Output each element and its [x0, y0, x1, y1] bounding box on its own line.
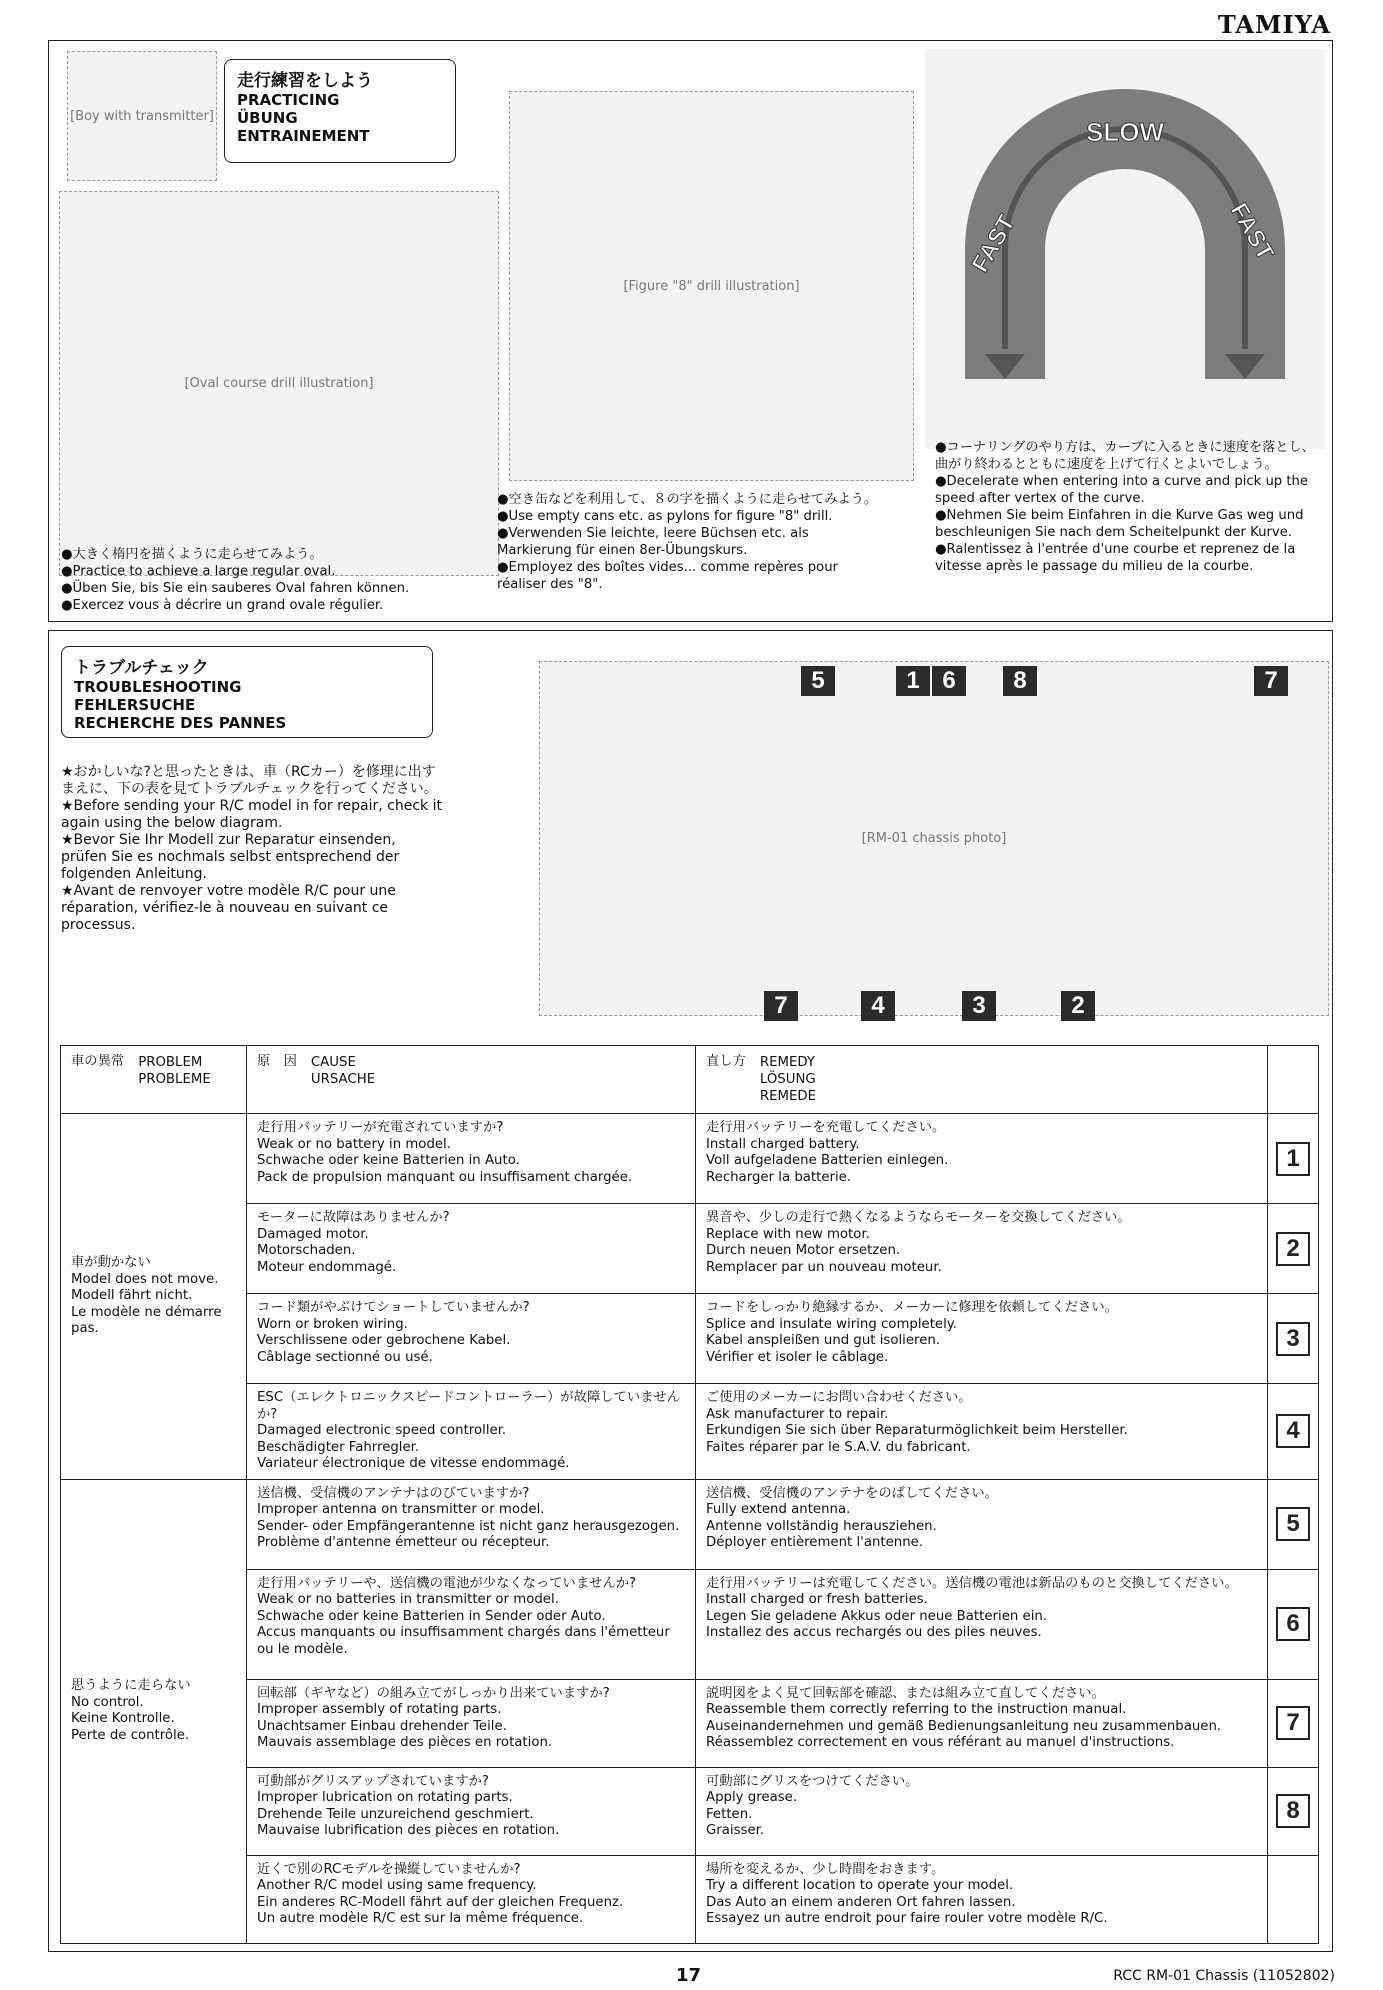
practice-title-fr: ENTRAINEMENT: [237, 127, 370, 145]
table-row: [61, 1294, 1319, 1384]
number-cell: [1268, 1767, 1319, 1855]
brand-logo: TAMIYA: [1217, 10, 1331, 39]
header-problem: 車の異常 PROBLEM PROBLEME: [61, 1046, 247, 1114]
footer-model-code: RCC RM-01 Chassis (11052802): [1113, 1968, 1335, 1984]
cause-cell: ESC（エレクトロニックスピードコントローラー）が故障していませんか? Damaged electronic speed controller. Beschädigter Fahrregler. Variateur électronique de vitesse endommagé.: [247, 1384, 696, 1480]
fast-label-right: FAST: [1224, 198, 1279, 266]
table-row: [61, 1569, 1319, 1679]
remedy-cell: 走行用バッテリーを充電してください。 Install charged battery. Voll aufgeladene Batterien einlegen. Recharger la batterie.: [696, 1114, 1268, 1204]
cause-cell: 走行用バッテリーや、送信機の電池が少なくなっていませんか? Weak or no batteries in transmitter or model. Schwache oder keine Batterien in Sender oder Auto. Accus manquants ou insuffisamment chargés dans l'émetteur ou le modèle.: [247, 1569, 696, 1679]
remedy-cell: 送信機、受信機のアンテナをのばしてください。 Fully extend antenna. Antenne vollständig herausziehen. Déployer entièrement l'antenne.: [696, 1479, 1268, 1569]
header-number: [1268, 1046, 1319, 1114]
number-badge: 6: [1276, 1607, 1310, 1641]
troubleshooting-title-fr: RECHERCHE DES PANNES: [74, 714, 287, 732]
slow-label: [1086, 117, 1164, 147]
number-badge: 7: [1276, 1706, 1310, 1740]
table-row: [61, 1679, 1319, 1767]
practice-title-box: [224, 59, 456, 163]
remedy-cell: 可動部にグリスをつけてください。 Apply grease. Fetten. Graisser.: [696, 1767, 1268, 1855]
cause-cell: 走行用バッテリーが充電されていますか? Weak or no battery in model. Schwache oder keine Batterien in Auto. Pack de propulsion manquant ou insuffisament chargée.: [247, 1114, 696, 1204]
figure8-caption: ●空き缶などを利用して、８の字を描くように走らせてみよう。 ●Use empty cans etc. as pylons for figure "8" drill. ●Verwenden Sie leichte, leere Büchsen etc. als Markierung für einen 8er-Übungskurs. ●Employez des boîtes vides... comme repères pour réaliser des "8".: [497, 492, 878, 592]
header-cause: 原 因 CAUSE URSACHE: [247, 1046, 696, 1114]
troubleshooting-title-de: FEHLERSUCHE: [74, 696, 196, 714]
troubleshooting-title-jp: トラブルチェック: [74, 658, 209, 678]
number-cell: [1268, 1384, 1319, 1480]
cause-cell: コード類がやぶけてショートしていませんか? Worn or broken wiring. Verschlissene oder gebrochene Kabel. Câblage sectionné ou usé.: [247, 1294, 696, 1384]
table-row: [61, 1114, 1319, 1204]
number-cell-empty: [1268, 1855, 1319, 1943]
troubleshooting-title-en: TROUBLESHOOTING: [74, 678, 242, 696]
number-badge: 5: [1276, 1507, 1310, 1541]
cornering-diagram: [925, 49, 1325, 449]
practice-title-de: ÜBUNG: [237, 109, 298, 127]
callout-3: 3: [962, 991, 996, 1021]
svg-text:SLOW: SLOW: [1086, 117, 1164, 147]
practice-title-en: PRACTICING: [237, 91, 340, 109]
number-badge: 2: [1276, 1232, 1310, 1266]
table-row: [61, 1479, 1319, 1569]
number-cell: [1268, 1204, 1319, 1294]
remedy-cell: ご使用のメーカーにお問い合わせください。 Ask manufacturer to repair. Erkundigen Sie sich über Reparaturmöglichkeit beim Hersteller. Faites réparer par le S.A.V. du fabricant.: [696, 1384, 1268, 1480]
table-header-row: [61, 1046, 1319, 1114]
remedy-cell: 異音や、少しの走行で熱くなるようならモーターを交換してください。 Replace with new motor. Durch neuen Motor ersetzen. Remplacer par un nouveau moteur.: [696, 1204, 1268, 1294]
table-row: [61, 1204, 1319, 1294]
callout-7-bottom: 7: [764, 991, 798, 1021]
boy-with-transmitter-illustration: [Boy with transmitter]: [67, 51, 217, 181]
number-cell: [1268, 1114, 1319, 1204]
table-row: [61, 1855, 1319, 1943]
header-remedy: 直し方 REMEDY LÖSUNG REMEDE: [696, 1046, 1268, 1114]
problem-cell-does-not-move: 車が動かない Model does not move. Modell fährt nicht. Le modèle ne démarre pas.: [61, 1114, 247, 1480]
remedy-cell: 走行用バッテリーは充電してください。送信機の電池は新品のものと交換してください。 Install charged or fresh batteries. Legen Sie geladene Akkus oder neue Batterien ein. Installez des accus rechargés ou des piles neuves.: [696, 1569, 1268, 1679]
number-badge: 4: [1276, 1414, 1310, 1448]
oval-caption: ●大きく楕円を描くように走らせてみよう。 ●Practice to achieve a large regular oval. ●Üben Sie, bis Sie ein sauberes Oval fahren können. ●Exercez vous à décrire un grand ovale régulier.: [61, 547, 410, 613]
number-badge: 3: [1276, 1322, 1310, 1356]
number-cell: [1268, 1679, 1319, 1767]
callout-7-top: 7: [1254, 666, 1288, 696]
practice-panel: [48, 40, 1333, 622]
number-badge: 8: [1276, 1794, 1310, 1828]
remedy-cell: コードをしっかり絶縁するか、メーカーに修理を依頼してください。 Splice and insulate wiring completely. Kabel anspleißen und gut isolieren. Vérifier et isoler le câblage.: [696, 1294, 1268, 1384]
cause-cell: 送信機、受信機のアンテナはのびていますか? Improper antenna on transmitter or model. Sender- oder Empfängerantenne ist nicht ganz herausgezogen. Problème d'antenne émetteur ou récepteur.: [247, 1479, 696, 1569]
callout-8: 8: [1003, 666, 1037, 696]
chassis-photo: [RM-01 chassis photo]: [539, 661, 1329, 1016]
troubleshooting-intro: ★おかしいな?と思ったときは、車（RCカー）を修理に出すまえに、下の表を見てトラブルチェックを行ってください。 ★Before sending your R/C model in for repair, check it again using the below diagram. ★Bevor Sie Ihr Modell zur Reparatur einsenden, prüfen Sie es nochmals selbst entsprechend der folgenden Anleitung. ★Avant de renvoyer votre modèle R/C pour une réparation, vérifiez-le à nouveau en suivant ce processus.: [61, 764, 442, 933]
fast-label-left: FAST: [966, 210, 1021, 277]
figure8-drill-illustration: [Figure "8" drill illustration]: [509, 91, 914, 481]
troubleshooting-title-box: [61, 646, 433, 738]
number-cell: [1268, 1569, 1319, 1679]
troubleshooting-table: [60, 1045, 1319, 1944]
callout-5: 5: [801, 666, 835, 696]
remedy-cell: 場所を変えるか、少し時間をおきます。 Try a different location to operate your model. Das Auto an einem anderen Ort fahren lassen. Essayez un autre endroit pour faire rouler votre modèle R/C.: [696, 1855, 1268, 1943]
callout-6: 6: [932, 666, 966, 696]
cause-cell: モーターに故障はありませんか? Damaged motor. Motorschaden. Moteur endommagé.: [247, 1204, 696, 1294]
callout-2: 2: [1061, 991, 1095, 1021]
corner-caption: ●コーナリングのやり方は、カーブに入るときに速度を落とし、曲がり終わるとともに速度を上げて行くとよいでしょう。 ●Decelerate when entering into a curve and pick up the speed after vertex of the curve. ●Nehmen Sie beim Einfahren in die Kurve Gas weg und beschleunigen Sie nach dem Scheitelpunkt der Kurve. ●Ralentissez à l'entrée d'une courbe et reprenez de la vitesse après le passage du milieu de la courbe.: [935, 440, 1315, 574]
table-row: [61, 1767, 1319, 1855]
callout-4: 4: [861, 991, 895, 1021]
cause-cell: 可動部がグリスアップされていますか? Improper lubrication on rotating parts. Drehende Teile unzureichend geschmiert. Mauvaise lubrification des pièces en rotation.: [247, 1767, 696, 1855]
callout-1: 1: [896, 666, 930, 696]
cause-cell: 回転部（ギヤなど）の組み立てがしっかり出来ていますか? Improper assembly of rotating parts. Unachtsamer Einbau drehender Teile. Mauvais assemblage des pièces en rotation.: [247, 1679, 696, 1767]
number-badge: 1: [1276, 1142, 1310, 1176]
practice-title-jp: 走行練習をしよう: [237, 71, 373, 91]
page-number: 17: [676, 1965, 702, 1986]
number-cell: [1268, 1479, 1319, 1569]
oval-drill-illustration: [Oval course drill illustration]: [59, 191, 499, 576]
number-cell: [1268, 1294, 1319, 1384]
cause-cell: 近くで別のRCモデルを操縦していませんか? Another R/C model using same frequency. Ein anderes RC-Modell fährt auf der gleichen Frequenz. Un autre modèle R/C est sur la même fréquence.: [247, 1855, 696, 1943]
remedy-cell: 説明図をよく見て回転部を確認、または組み立て直してください。 Reassemble them correctly referring to the instruction manual. Auseinandernehmen und gemäß Bedienungsanleitung neu zusammenbauen. Réassemblez correctement en vous référant au manuel d'instructions.: [696, 1679, 1268, 1767]
problem-cell-no-control: 思うように走らない No control. Keine Kontrolle. Perte de contrôle.: [61, 1479, 247, 1943]
table-row: [61, 1384, 1319, 1480]
